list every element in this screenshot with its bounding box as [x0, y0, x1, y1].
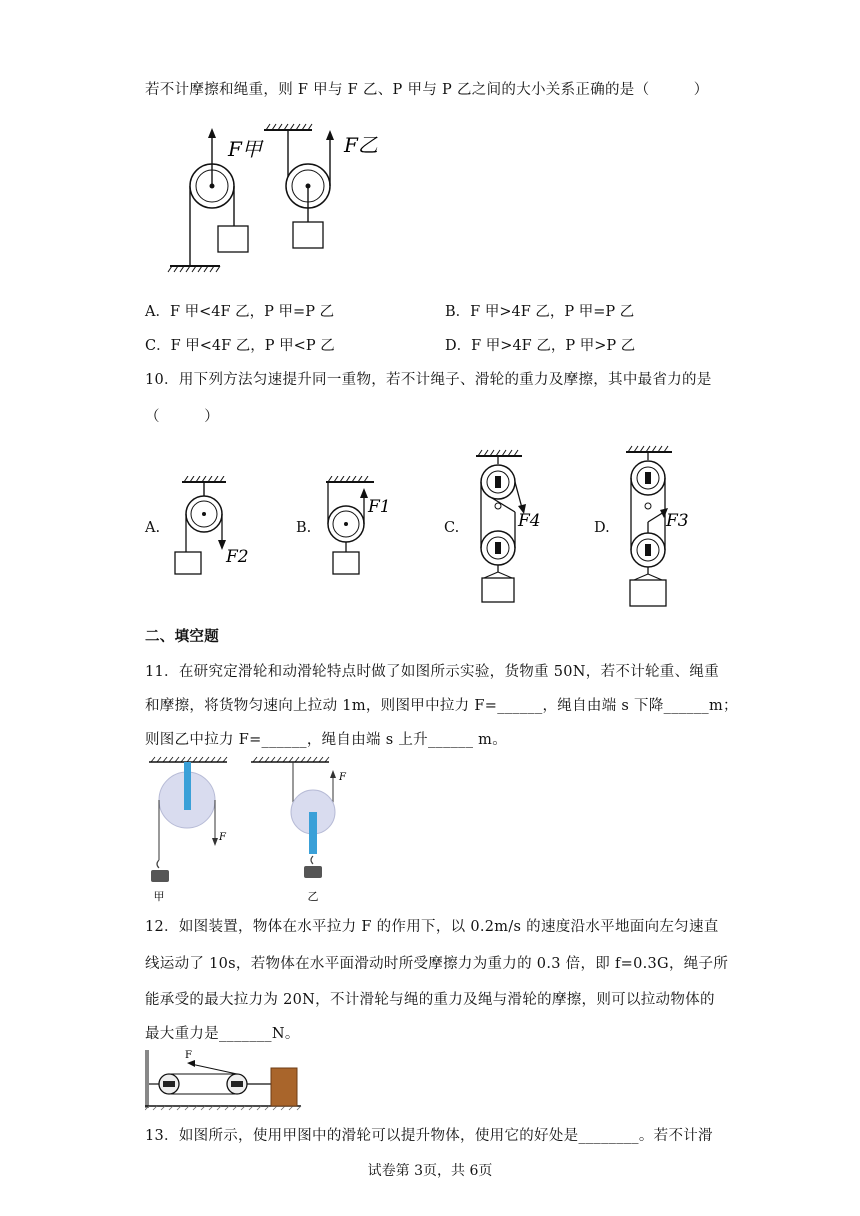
- q12-force-label: F: [185, 1050, 192, 1061]
- q12-line1: 12．如图装置，物体在水平拉力 F 的作用下，以 0.2m/s 的速度沿水平地面向左匀速直: [145, 919, 719, 935]
- label-f-yi: F乙: [344, 133, 378, 157]
- q9-option-c[interactable]: C．F 甲<4F 乙，P 甲<P 乙: [145, 338, 335, 354]
- q10-option-b-letter[interactable]: B.: [296, 520, 312, 536]
- q11-jia-force: F: [219, 832, 226, 843]
- q11-yi-force: F: [339, 772, 346, 783]
- q11-jia-label: 甲: [153, 890, 165, 903]
- q11-yi-label: 乙: [307, 890, 319, 903]
- q10-option-c-letter[interactable]: C.: [444, 520, 460, 536]
- q13-line1: 13．如图所示，使用甲图中的滑轮可以提升物体，使用它的好处是________。若不计滑: [145, 1128, 713, 1144]
- q12-line3: 能承受的最大拉力为 20N，不计滑轮与绳的重力及绳与滑轮的摩擦，则可以拉动物体的: [145, 992, 715, 1008]
- q9-option-a[interactable]: A．F 甲<4F 乙，P 甲=P 乙: [145, 304, 335, 320]
- q10-figure-b: [318, 476, 408, 580]
- q12-figure: [145, 1046, 305, 1112]
- q9-stem: 若不计摩擦和绳重，则 F 甲与 F 乙、P 甲与 P 乙之间的大小关系正确的是（ ）: [145, 82, 709, 98]
- q10-option-a-letter[interactable]: A.: [145, 520, 161, 536]
- label-f-jia: F甲: [228, 137, 262, 161]
- q9-figure: [160, 118, 400, 278]
- page-footer: 试卷第 3页，共 6页: [367, 1163, 493, 1179]
- q10-stem: 10．用下列方法匀速提升同一重物，若不计绳子、滑轮的重力及摩擦，其中最省力的是: [145, 372, 712, 388]
- force-f3-label: F3: [666, 511, 689, 531]
- force-f2-label: F2: [226, 547, 249, 567]
- q10-figure-d: [620, 444, 720, 608]
- q11-line3: 则图乙中拉力 F=______，绳自由端 s 上升______ m。: [145, 732, 508, 748]
- q12-line2: 线运动了 10s，若物体在水平面滑动时所受摩擦力为重力的 0.3 倍，即 f=0.3G，绳子所: [145, 956, 729, 972]
- q10-figure-c: [470, 448, 570, 606]
- q11-figure: [145, 756, 375, 906]
- section-title-fill-in: 二、填空题: [145, 628, 219, 645]
- q10-paren: （ ）: [145, 409, 219, 425]
- q11-line1: 11．在研究定滑轮和动滑轮特点时做了如图所示实验，货物重 50N，若不计轮重、绳重: [145, 664, 719, 680]
- q9-option-b[interactable]: B．F 甲>4F 乙，P 甲=P 乙: [445, 304, 635, 320]
- q12-line4: 最大重力是_______N。: [145, 1026, 300, 1042]
- q11-line2: 和摩擦，将货物匀速向上拉动 1m，则图甲中拉力 F=______，绳自由端 s 下降______m；: [145, 698, 738, 714]
- force-f1-label: F1: [368, 497, 391, 517]
- q10-option-d-letter[interactable]: D.: [594, 520, 610, 536]
- q9-option-d[interactable]: D．F 甲>4F 乙，P 甲>P 乙: [445, 338, 636, 354]
- q10-figure-a: [170, 476, 260, 580]
- force-f4-label: F4: [518, 511, 541, 531]
